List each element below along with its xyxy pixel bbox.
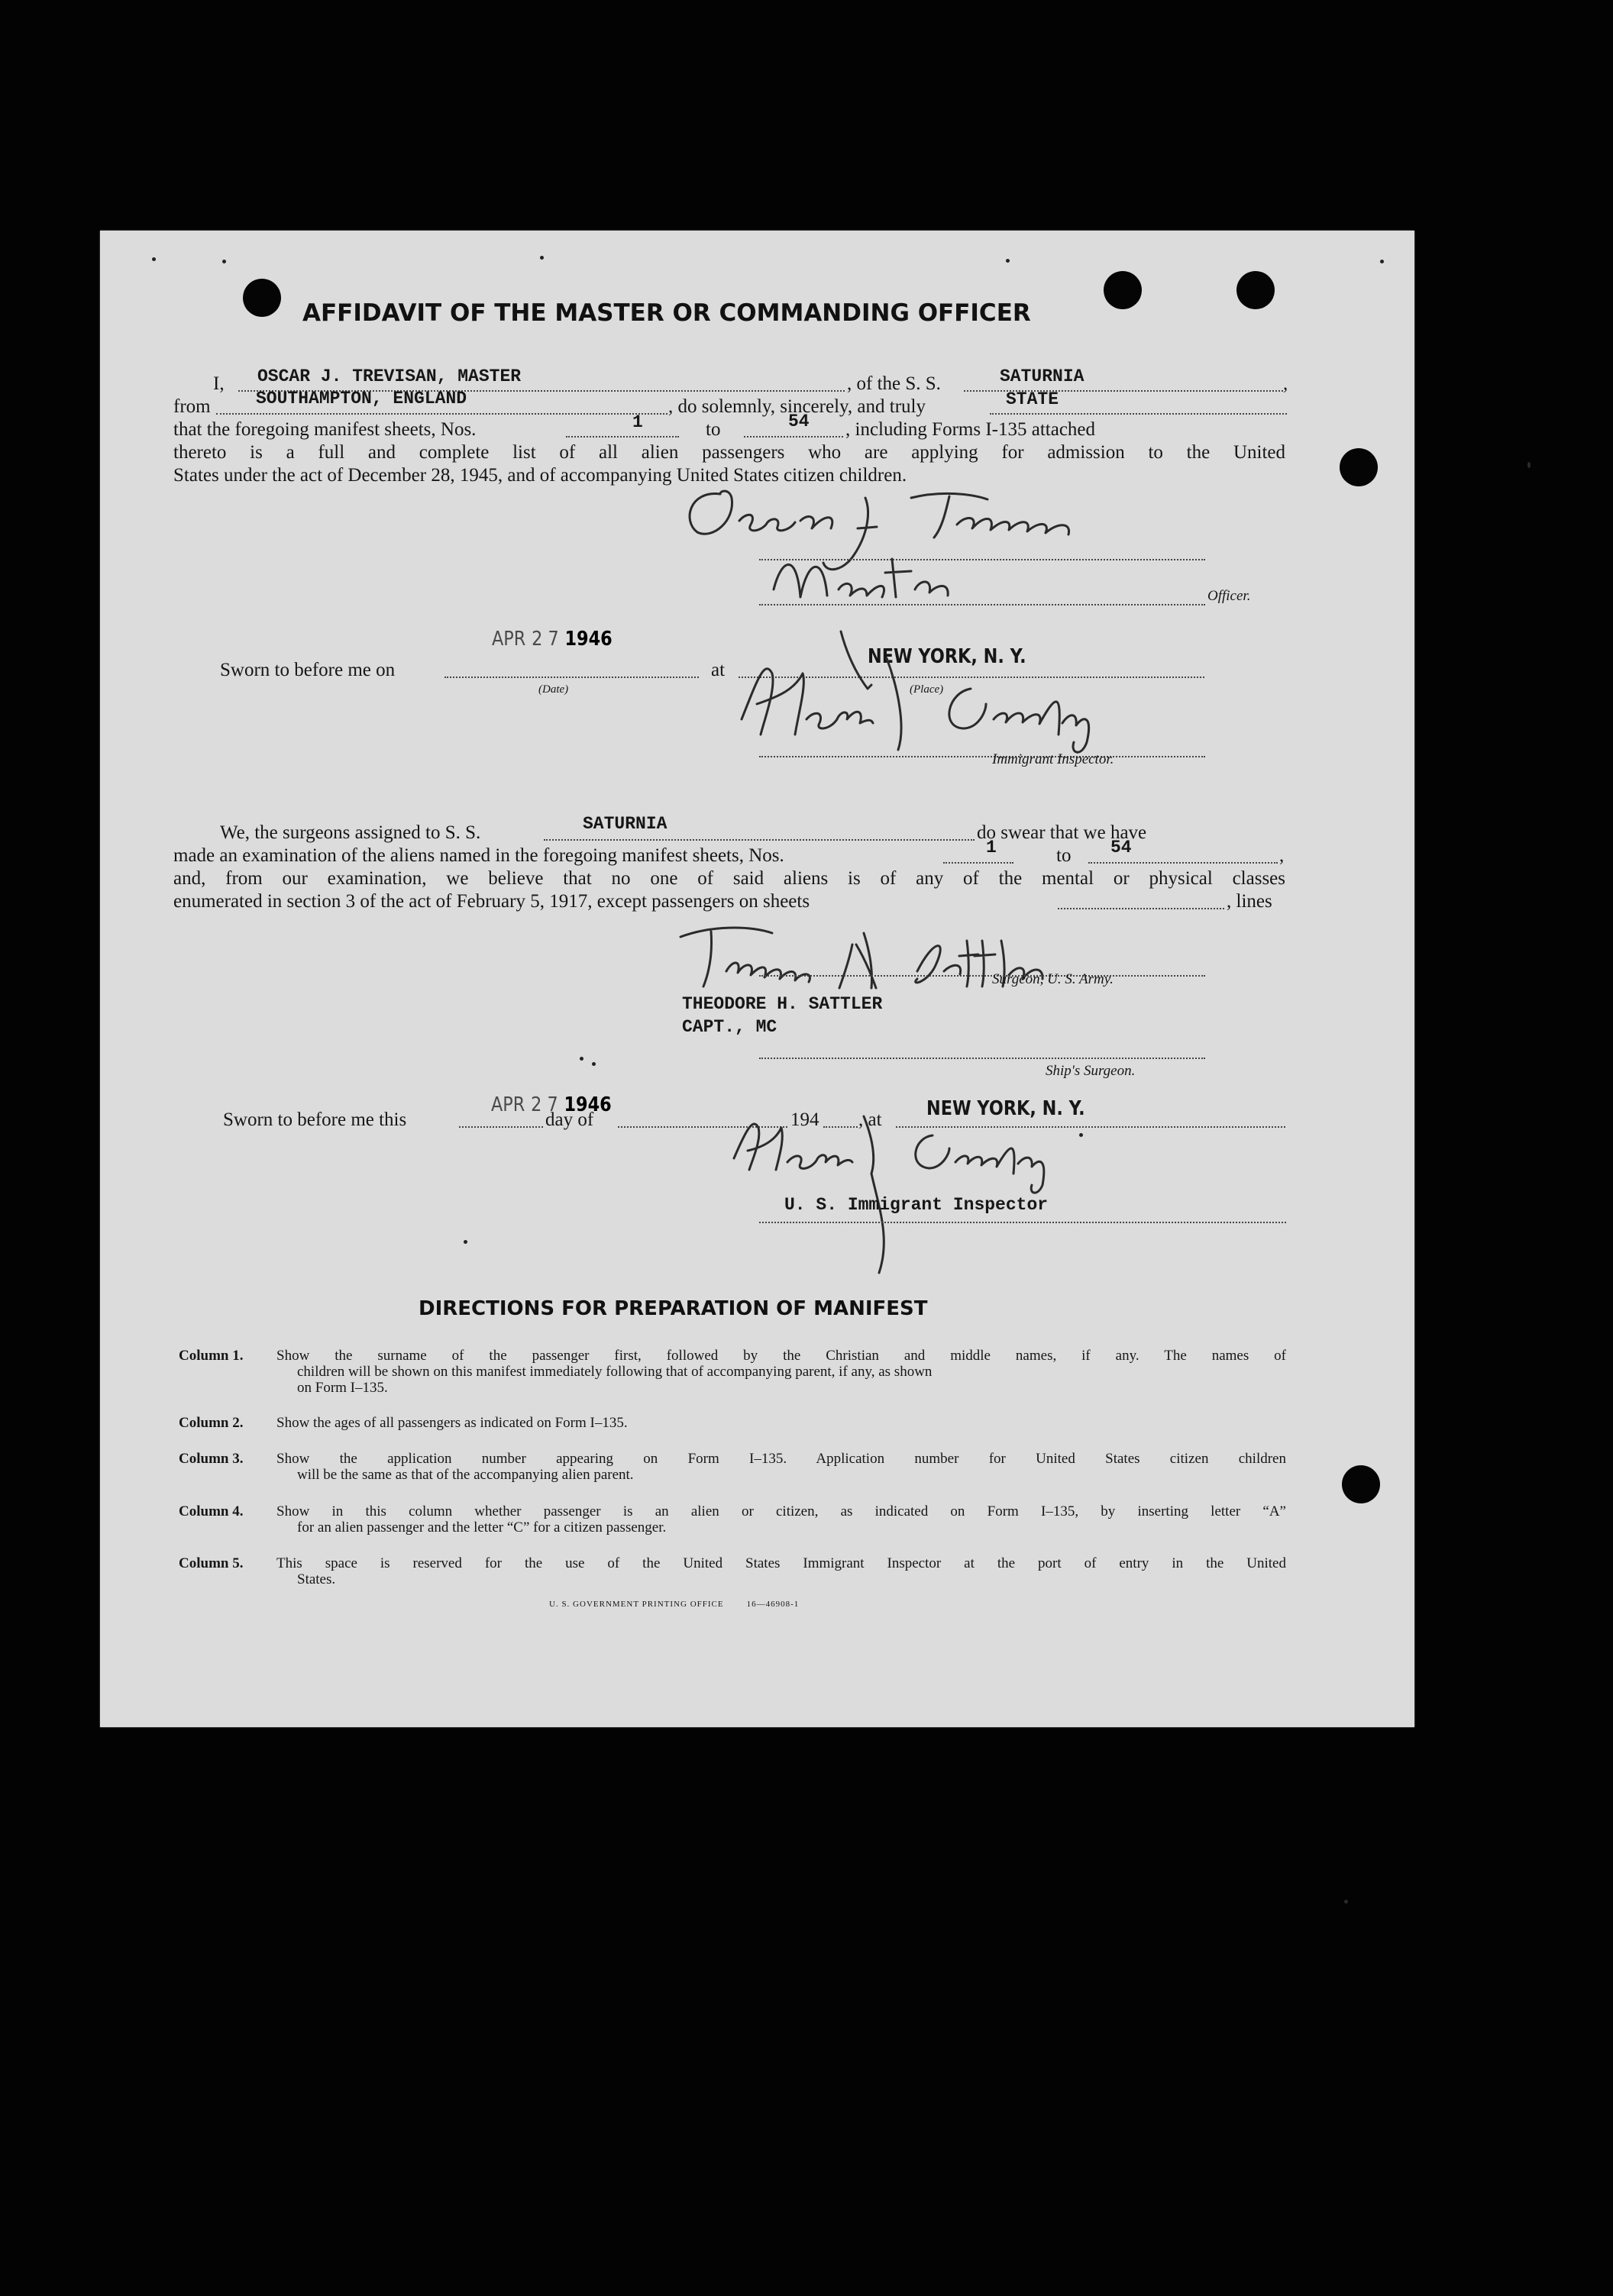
ship-name: SATURNIA [1000, 367, 1084, 386]
sworn-date-blank [444, 677, 699, 678]
inspector-signature-2 [726, 1101, 1139, 1277]
direction-line: This space is reserved for the use of the United States Immigrant Inspector at the port of entry in the United [276, 1555, 1286, 1571]
printer-name: U. S. GOVERNMENT PRINTING OFFICE [549, 1600, 724, 1609]
film-speck [1527, 462, 1531, 468]
surgeons-ship: SATURNIA [583, 814, 668, 834]
officer-title-line [759, 604, 1205, 605]
surgeons-to: to [1056, 845, 1072, 866]
form-number: 16—46908-1 [746, 1600, 800, 1609]
direction-line: Show the application number appearing on Form I–135. Application number for United States citizen children [276, 1451, 1286, 1467]
place-caption: (Place) [910, 683, 944, 696]
surgeons-line3: and, from our examination, we believe that no one of said aliens is of any of the mental or physical classes [173, 868, 1285, 889]
direction-line: States. [297, 1571, 336, 1587]
comma: , [1283, 373, 1288, 394]
direction-line: Show the surname of the passenger first, followed by the Christian and middle names, if any. The names of [276, 1348, 1286, 1364]
line4-text: thereto is a full and complete list of all alien passengers who are applying for admission to the United [173, 442, 1285, 463]
film-speck [1344, 1900, 1348, 1904]
port-from: SOUTHAMPTON, ENGLAND [256, 389, 467, 409]
sheet-from: 1 [632, 412, 643, 432]
direction-text [276, 1555, 1286, 1587]
officer-caption: Officer. [1207, 588, 1251, 604]
line1-mid: , of the S. S. [847, 373, 941, 394]
date-caption: (Date) [538, 683, 569, 696]
inspector-line-2 [759, 1222, 1286, 1223]
surgeons-sworn-year: 1946 [564, 1093, 612, 1116]
direction-line: Show in this column whether passenger is an alien or citizen, as indicated on Form I–135, by inserting letter “A” [276, 1503, 1286, 1519]
direction-line: on Form I–135. [297, 1380, 388, 1396]
line3-text: that the foregoing manifest sheets, Nos. [173, 419, 477, 440]
surgeons-line4-end: , lines [1227, 891, 1272, 912]
affidavit-form-page [100, 231, 1414, 1727]
punch-hole [1340, 448, 1378, 486]
surgeons-at: , at [858, 1109, 882, 1130]
master-signature [667, 483, 1140, 612]
ink-speck [592, 1062, 596, 1066]
surgeon-rank: CAPT., MC [682, 1017, 777, 1037]
surgeon-name: THEODORE H. SATTLER [682, 994, 883, 1014]
sworn-prefix: Sworn to before me on [220, 660, 396, 680]
day-of-label: day of [545, 1109, 594, 1130]
ship-surgeon-caption: Ship's Surgeon. [1046, 1063, 1136, 1079]
line3-end: , including Forms I-135 attached [845, 419, 1096, 440]
directions-title: DIRECTIONS FOR PREPARATION OF MANIFEST [419, 1297, 928, 1320]
officer-signature-line [759, 559, 1205, 560]
ink-speck [580, 1057, 583, 1061]
direction-label: Column 3. [179, 1451, 244, 1467]
ink-speck [152, 257, 156, 261]
sworn-date-stamp [492, 628, 613, 651]
master-name: OSCAR J. TREVISAN, MASTER [257, 367, 522, 386]
line5-text: States under the act of December 28, 1945, and of accompanying United States citizen children. [173, 465, 907, 486]
surgeons-sworn-prefix: Sworn to before me this [223, 1109, 407, 1130]
sheet-to: 54 [788, 412, 810, 431]
line2-prefix: from [173, 396, 211, 417]
surgeons-line2: made an examination of the aliens named in the foregoing manifest sheets, Nos. [173, 845, 784, 866]
direction-line: for an alien passenger and the letter “C” for a citizen passenger. [297, 1519, 667, 1536]
direction-label: Column 5. [179, 1555, 244, 1571]
direction-label: Column 1. [179, 1348, 244, 1364]
direction-line: will be the same as that of the accompanying alien parent. [297, 1467, 634, 1483]
port-blank [216, 413, 668, 415]
direction-line: Show the ages of all passengers as indicated on Form I–135. [276, 1415, 628, 1431]
surgeons-to-blank [1088, 862, 1278, 864]
army-caption: Surgeon, U. S. Army. [992, 971, 1114, 987]
surgeons-day-blank [459, 1126, 543, 1128]
direction-text [276, 1348, 1286, 1396]
ink-speck [1380, 260, 1384, 263]
direction-text [276, 1415, 1286, 1431]
ink-speck [222, 260, 226, 263]
surgeons-line2-end: , [1279, 845, 1285, 866]
surgeons-line4: enumerated in section 3 of the act of February 5, 1917, except passengers on sheets [173, 891, 810, 912]
inspector-title: U. S. Immigrant Inspector [784, 1195, 1049, 1215]
affidavit-title: AFFIDAVIT OF THE MASTER OR COMMANDING OFFICER [302, 299, 1031, 327]
state-blank [990, 413, 1287, 415]
ink-speck [540, 256, 544, 260]
state-word: STATE [1006, 389, 1059, 409]
year-prefix: 194 [790, 1109, 819, 1130]
printer-footer [549, 1599, 799, 1610]
punch-hole [1104, 271, 1142, 309]
surgeons-sworn-month: APR [491, 1093, 525, 1116]
sworn-at: at [711, 660, 726, 680]
direction-label: Column 4. [179, 1503, 244, 1519]
surgeons-sworn-day: 2 7 [531, 1093, 558, 1116]
surgeons-line1-prefix: We, the surgeons assigned to S. S. [220, 822, 481, 843]
inspector-signature-1 [734, 628, 1131, 757]
surgeons-ship-blank [544, 839, 975, 841]
surgeons-sheet-to: 54 [1110, 838, 1132, 857]
punch-hole [243, 279, 281, 317]
line3-to: to [706, 419, 721, 440]
ink-speck [464, 1240, 467, 1244]
direction-text [276, 1503, 1286, 1536]
punch-hole [1236, 271, 1275, 309]
inspector-caption: Immigrant Inspector. [992, 751, 1114, 767]
sheet-from-blank [566, 436, 679, 438]
surgeons-sworn-place: NEW YORK, N. Y. [926, 1097, 1085, 1120]
direction-text [276, 1451, 1286, 1483]
surgeons-sheet-from: 1 [986, 838, 997, 857]
ink-speck [1006, 259, 1010, 263]
surgeon-signature-line [759, 975, 1205, 977]
line2-mid: , do solemnly, sincerely, and truly [668, 396, 926, 417]
sworn-date-day: 2 7 [532, 628, 559, 651]
direction-line: children will be shown on this manifest immediately following that of accompanying parent, if any, as shown [297, 1364, 933, 1380]
surgeons-from-blank [943, 862, 1013, 864]
sworn-date-month: APR [492, 628, 526, 651]
surgeons-line1-suffix: do swear that we have [977, 822, 1147, 843]
ship-surgeon-line [759, 1058, 1205, 1059]
sheet-to-blank [744, 436, 843, 438]
except-sheets-blank [1058, 908, 1224, 909]
line1-prefix: I, [213, 373, 225, 394]
sworn-date-year: 1946 [564, 628, 613, 651]
punch-hole [1342, 1465, 1380, 1503]
sworn-place: NEW YORK, N. Y. [868, 645, 1026, 668]
inspector-line-1 [759, 756, 1205, 757]
direction-label: Column 2. [179, 1415, 244, 1431]
